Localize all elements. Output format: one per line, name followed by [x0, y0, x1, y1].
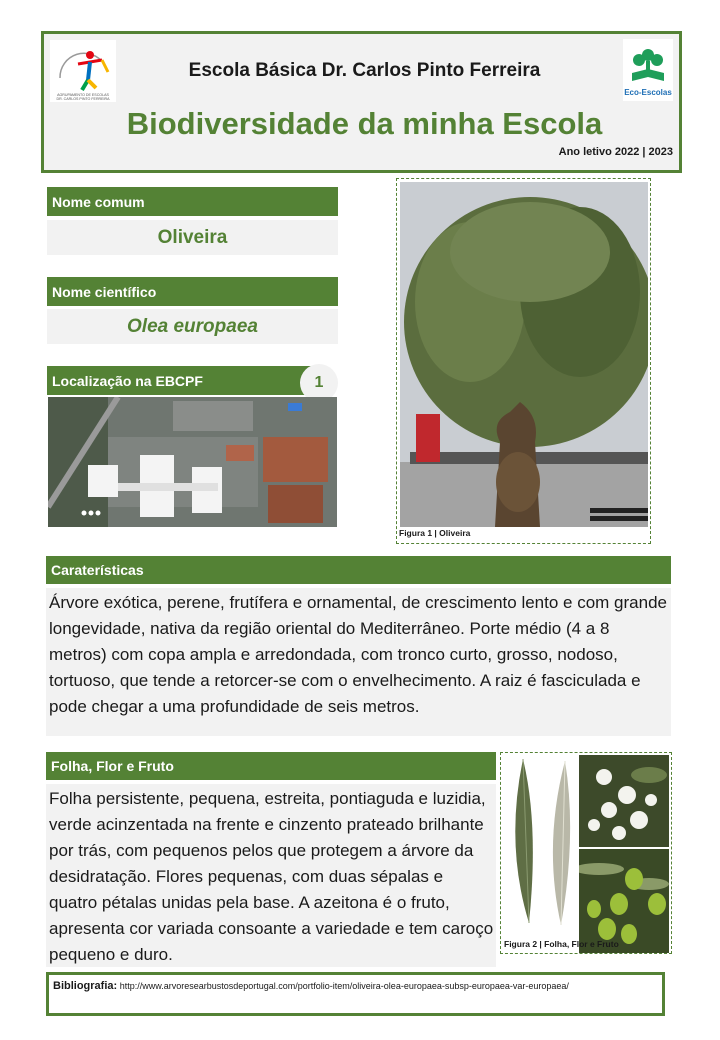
school-name: Escola Básica Dr. Carlos Pinto Ferreira	[188, 60, 541, 81]
common-name-label: Nome comum	[47, 187, 338, 216]
figure-2-frame	[500, 752, 672, 954]
eco-logo-text: Eco-Escolas	[624, 88, 672, 97]
characteristics-text: Árvore exótica, perene, frutífera e ornamental, de crescimento lento e com grande longevidade, nativa da região oriental do Mediterrâneo. Porte médio (4 a 8 metros) com copa ampla e arredondada, com tronco curto, grosso, nodoso, tortuoso, que tende a retorcer-se com o envelhecimento. A raiz é fasciculada e pode chegar a uma profundidade de seis metros.	[46, 588, 671, 736]
scientific-name-value: Olea europaea	[47, 309, 338, 344]
aerial-map-image	[48, 397, 337, 527]
bibliography-label: Bibliografia:	[53, 980, 118, 992]
location-label: Localização na EBCPF	[47, 366, 315, 395]
bibliography-box	[46, 972, 665, 1016]
characteristics-label: Caraterísticas	[46, 556, 671, 584]
scientific-name-label: Nome científico	[47, 277, 338, 306]
olive-tree-photo	[400, 182, 648, 527]
school-logo-text-1: AGRUPAMENTO DE ESCOLAS	[57, 93, 109, 97]
common-name-value: Oliveira	[47, 220, 338, 255]
figure-1-frame	[396, 178, 651, 544]
bibliography-link[interactable]: http://www.arvoresearbustosdeportugal.com/portfolio-item/oliveira-olea-europaea-subsp-europaea-var-europaea/	[119, 981, 569, 991]
location-number-badge: 1	[300, 364, 338, 402]
figure-1-caption: Figura 1 | Oliveira	[399, 528, 471, 538]
leaf-flower-fruit-text: Folha persistente, pequena, estreita, pontiaguda e luzidia, verde acinzentada na frente e cinzento prateado brilhante por trás, com pequenos pelos que protegem a árvore da desidratação. Flores pequenas, com duas sépalas e quatro pétalas unidas pela base. A azeitona é o fruto, apresenta cor variada consoante a variedade e tem caroço pequeno e duro.	[46, 784, 496, 967]
olive-fruit-image	[579, 849, 669, 953]
figure-2-caption: Figura 2 | Folha, Flor e Fruto	[504, 939, 619, 949]
leaf-flower-fruit-label: Folha, Flor e Fruto	[46, 752, 496, 780]
eco-escolas-logo-icon	[623, 39, 673, 101]
olive-flowers-image	[579, 755, 669, 847]
school-year: Ano letivo 2022 | 2023	[558, 146, 673, 158]
olive-leaves-image	[503, 755, 577, 933]
page-title: Biodiversidade da minha Escola	[126, 106, 603, 141]
school-logo-text-2: DR. CARLOS PINTO FERREIRA	[56, 97, 110, 101]
page-header	[41, 31, 682, 173]
